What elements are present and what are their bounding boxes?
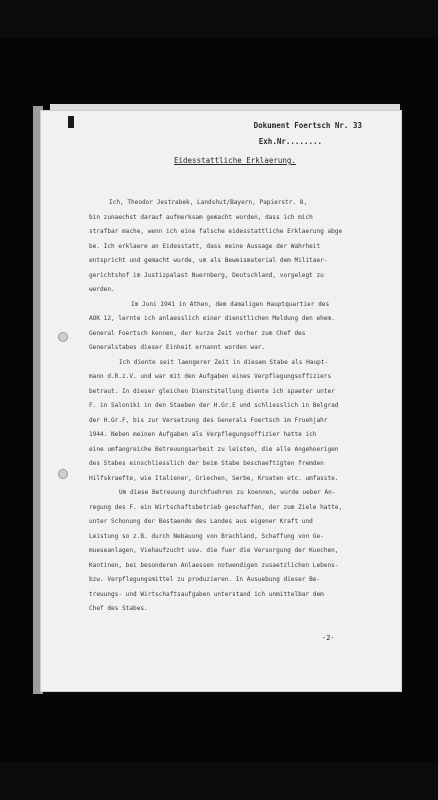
text-line: mueseanlagen, Viehaufzucht usw. die fuer die Versorgung der Kuechen, (89, 547, 339, 554)
text-line: Im Juni 1941 in Athen, dem damaligen Hauptquartier des (131, 300, 330, 308)
text-line: be. Ich erklaere an Eidesstatt, dass meine Aussage der Wahrheit (89, 242, 321, 250)
text-line: Chef des Stabes. (89, 605, 148, 612)
text-line: bin zunaechst darauf aufmerksam gemacht worden, dass ich mich (89, 213, 313, 221)
text-line: Leistung so z.B. durch Nebauung von Brachland, Schaffung von Ge- (89, 532, 324, 540)
text-line: entspricht und gemacht wurde, um als Beweismaterial dem Militaer- (89, 257, 328, 264)
text-line: strafbar mache, wenn ich eine falsche eidesstattliche Erklaerung abge (89, 228, 343, 235)
exhibit-number: Exh.Nr........ (258, 137, 322, 146)
text-line: General Foertsch kennen, der kurze Zeit vorher zum Chef des (89, 329, 306, 337)
film-frame-top (0, 0, 438, 38)
text-line: eine umfangreiche Betreuungsarbeit zu leisten, die alle Angehoerigen (89, 445, 339, 453)
text-line: Hilfskraefte, wie Italiener, Griechen, Serbe, Kroaten etc. umfasste. (89, 474, 339, 482)
text-line: AOK 12, lernte ich anlaesslich einer dienstlichen Meldung den ehem. (89, 315, 335, 322)
text-line: Ich, Theodor Jestrabek, Landshut/Bayern, Papierstr. 8, (109, 199, 308, 206)
punch-hole (58, 469, 68, 479)
document-title: Eidesstattliche Erklaerung. (174, 156, 296, 165)
text-line: Ich diente seit laengerer Zeit in diesem Stabe als Haupt- (119, 358, 329, 366)
text-line: der H.Gr.F, bis zur Versetzung des Generals Foertsch im Fruehjahr (89, 416, 328, 424)
film-frame-bottom (0, 762, 438, 800)
text-line: Kantinen, bei besonderen Anlaessen notwendigen zusaetzlichen Lebens- (89, 561, 339, 569)
text-line: mann d.R.z.V. und war mit den Aufgaben eines Verpflegungsoffiziers (89, 373, 332, 380)
text-line: Um diese Betreuung durchfuehren zu koennen, wurde ueber An- (119, 489, 336, 496)
text-line: Generalstabes dieser Einheit ernannt worden war. (89, 344, 266, 351)
page-number: -2- (322, 634, 335, 642)
document-body (89, 196, 389, 617)
text-line: 1944. Neben meinen Aufgaben als Verpflegungsoffizier hatte ich (89, 431, 317, 438)
text-line: gerichtshof im Justizpalast Nuernberg, Deutschland, vorgelegt zu (89, 271, 324, 279)
text-line: treuungs- und Wirtschaftsaufgaben unterstand ich unmittelbar dem (89, 590, 324, 598)
text-line: regung des F. ein Wirtschaftsbetrieb geschaffen, der zum Ziele hatte, (89, 503, 343, 511)
text-line: F. in Saloniki in den Staeben der H.Gr.E und schliesslich in Belgrad (89, 402, 339, 409)
punch-hole (58, 332, 68, 342)
text-line: unter Schonung der Bestaende des Landes aus eigener Kraft und (89, 518, 313, 525)
corner-mark (68, 116, 74, 128)
text-line: des Stabes einschliesslich der beim Stabe beschaeftigten fremden (89, 460, 324, 467)
document-number: Dokument Foertsch Nr. 33 (253, 121, 362, 130)
text-line: betraut. In dieser gleichen Dienststellung diente ich spaeter unter (89, 387, 335, 395)
text-line: bzw. Verpflegungsmittel zu produzieren. In Ausuebung dieser Be- (89, 576, 321, 583)
text-line: werden. (89, 286, 115, 293)
